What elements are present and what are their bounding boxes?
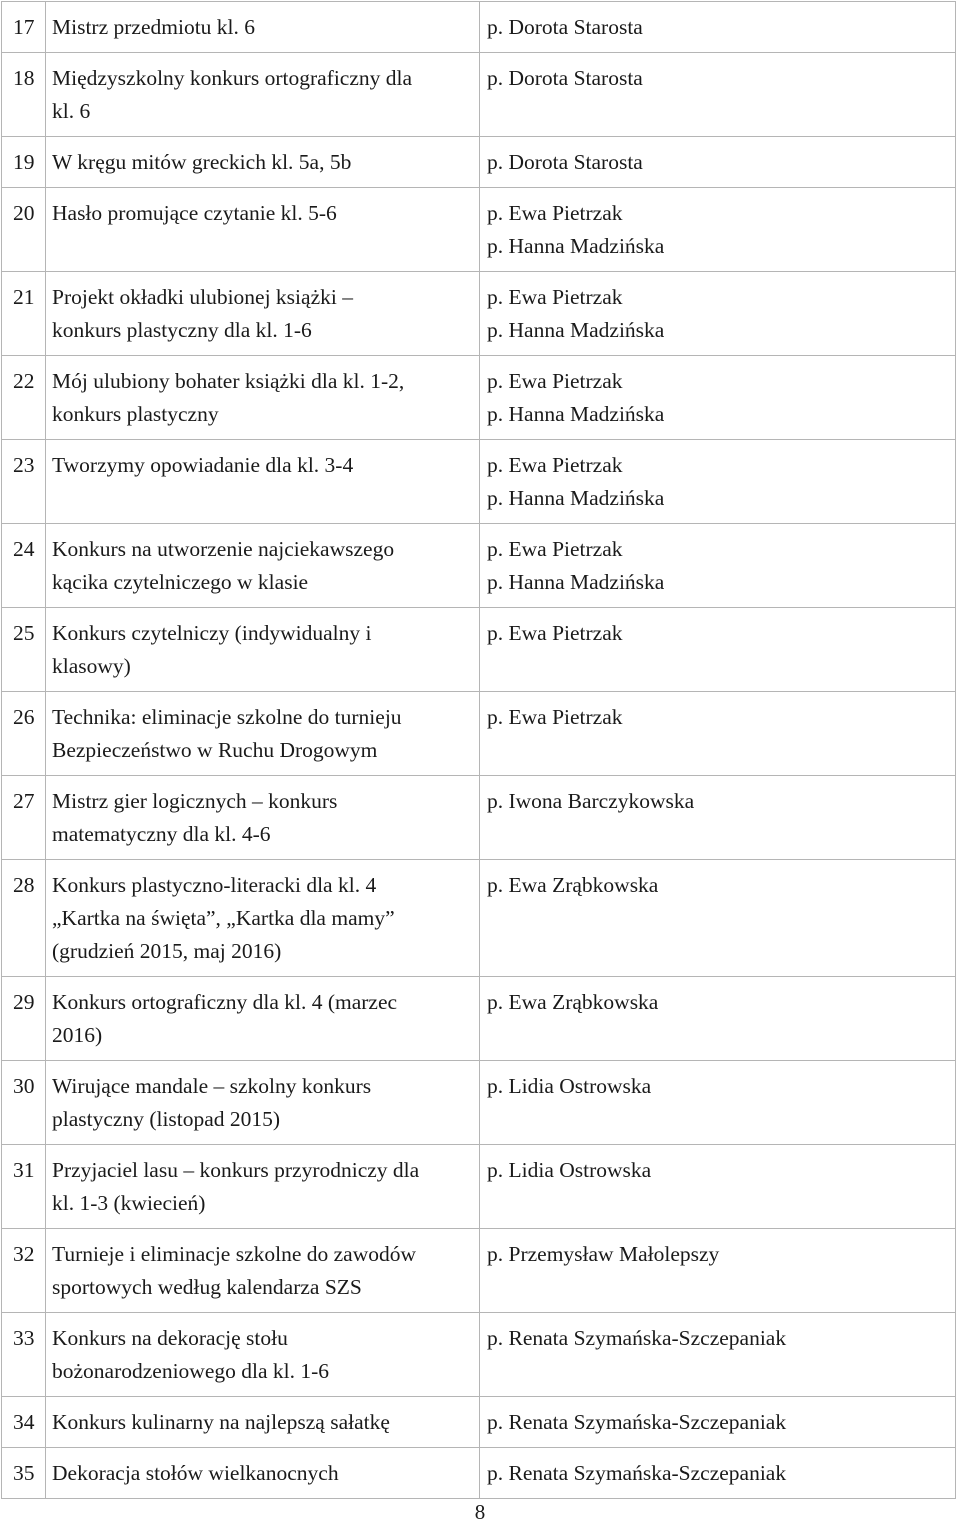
table-row (2, 608, 956, 692)
event-title: Mistrz przedmiotu kl. 6 (46, 2, 480, 53)
responsible-person: p. Ewa Zrąbkowska (480, 977, 956, 1061)
row-number: 21 (2, 272, 46, 356)
event-title: Mistrz gier logicznych – konkurs matematyczny dla kl. 4-6 (46, 776, 480, 860)
table-row (2, 440, 956, 524)
responsible-person: p. Ewa Pietrzak p. Hanna Madzińska (480, 272, 956, 356)
table-row (2, 1061, 956, 1145)
event-title: W kręgu mitów greckich kl. 5a, 5b (46, 137, 480, 188)
responsible-person: p. Ewa Pietrzak (480, 608, 956, 692)
table-row (2, 1448, 956, 1499)
event-title: Konkurs czytelniczy (indywidualny i klasowy) (46, 608, 480, 692)
event-title: Konkurs na dekorację stołu bożonarodzeniowego dla kl. 1-6 (46, 1313, 480, 1397)
responsible-person: p. Dorota Starosta (480, 2, 956, 53)
table-row (2, 860, 956, 977)
responsible-person: p. Renata Szymańska-Szczepaniak (480, 1448, 956, 1499)
table-row (2, 977, 956, 1061)
responsible-person: p. Ewa Pietrzak p. Hanna Madzińska (480, 440, 956, 524)
row-number: 33 (2, 1313, 46, 1397)
row-number: 23 (2, 440, 46, 524)
event-title: Przyjaciel lasu – konkurs przyrodniczy dla kl. 1-3 (kwiecień) (46, 1145, 480, 1229)
row-number: 17 (2, 2, 46, 53)
row-number: 29 (2, 977, 46, 1061)
row-number: 20 (2, 188, 46, 272)
table-row (2, 1313, 956, 1397)
event-title: Technika: eliminacje szkolne do turnieju Bezpieczeństwo w Ruchu Drogowym (46, 692, 480, 776)
table-row (2, 1397, 956, 1448)
responsible-person: p. Ewa Zrąbkowska (480, 860, 956, 977)
table-row (2, 53, 956, 137)
table-row (2, 356, 956, 440)
event-title: Wirujące mandale – szkolny konkurs plastyczny (listopad 2015) (46, 1061, 480, 1145)
responsible-person: p. Lidia Ostrowska (480, 1061, 956, 1145)
responsible-person: p. Ewa Pietrzak (480, 692, 956, 776)
responsible-person: p. Renata Szymańska-Szczepaniak (480, 1313, 956, 1397)
row-number: 35 (2, 1448, 46, 1499)
row-number: 30 (2, 1061, 46, 1145)
event-title: Konkurs plastyczno-literacki dla kl. 4 „Kartka na święta”, „Kartka dla mamy” (grudzień 2015, maj 2016) (46, 860, 480, 977)
table-row (2, 524, 956, 608)
responsible-person: p. Ewa Pietrzak p. Hanna Madzińska (480, 356, 956, 440)
table-row (2, 776, 956, 860)
responsible-person: p. Ewa Pietrzak p. Hanna Madzińska (480, 188, 956, 272)
row-number: 32 (2, 1229, 46, 1313)
row-number: 26 (2, 692, 46, 776)
table-row (2, 1145, 956, 1229)
responsible-person: p. Dorota Starosta (480, 137, 956, 188)
table-row (2, 692, 956, 776)
event-title: Konkurs ortograficzny dla kl. 4 (marzec 2016) (46, 977, 480, 1061)
event-title: Konkurs kulinarny na najlepszą sałatkę (46, 1397, 480, 1448)
row-number: 19 (2, 137, 46, 188)
table-row (2, 1229, 956, 1313)
row-number: 28 (2, 860, 46, 977)
table-row (2, 137, 956, 188)
events-table (1, 1, 956, 1499)
row-number: 24 (2, 524, 46, 608)
row-number: 27 (2, 776, 46, 860)
row-number: 34 (2, 1397, 46, 1448)
event-title: Mój ulubiony bohater książki dla kl. 1-2, konkurs plastyczny (46, 356, 480, 440)
responsible-person: p. Przemysław Małolepszy (480, 1229, 956, 1313)
responsible-person: p. Ewa Pietrzak p. Hanna Madzińska (480, 524, 956, 608)
events-table-body (2, 2, 956, 1499)
responsible-person: p. Iwona Barczykowska (480, 776, 956, 860)
row-number: 22 (2, 356, 46, 440)
row-number: 31 (2, 1145, 46, 1229)
row-number: 25 (2, 608, 46, 692)
event-title: Tworzymy opowiadanie dla kl. 3-4 (46, 440, 480, 524)
table-row (2, 2, 956, 53)
table-row (2, 272, 956, 356)
event-title: Konkurs na utworzenie najciekawszego kącika czytelniczego w klasie (46, 524, 480, 608)
responsible-person: p. Dorota Starosta (480, 53, 956, 137)
responsible-person: p. Renata Szymańska-Szczepaniak (480, 1397, 956, 1448)
event-title: Międzyszkolny konkurs ortograficzny dla kl. 6 (46, 53, 480, 137)
table-row (2, 188, 956, 272)
event-title: Dekoracja stołów wielkanocnych (46, 1448, 480, 1499)
event-title: Projekt okładki ulubionej książki – konkurs plastyczny dla kl. 1-6 (46, 272, 480, 356)
event-title: Turnieje i eliminacje szkolne do zawodów sportowych według kalendarza SZS (46, 1229, 480, 1313)
row-number: 18 (2, 53, 46, 137)
page-number: 8 (474, 1500, 486, 1524)
responsible-person: p. Lidia Ostrowska (480, 1145, 956, 1229)
event-title: Hasło promujące czytanie kl. 5-6 (46, 188, 480, 272)
